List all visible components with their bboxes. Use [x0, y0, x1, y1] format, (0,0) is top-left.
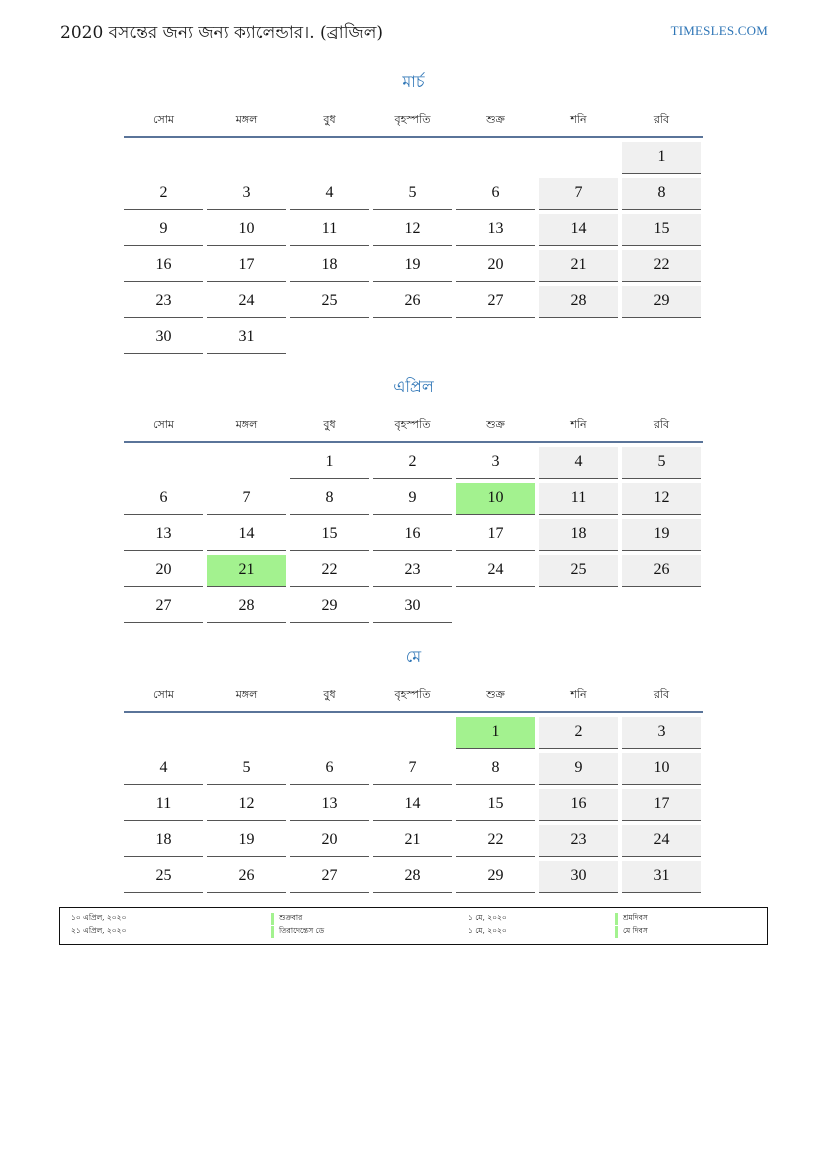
weekday-label: শুক্র — [486, 687, 505, 701]
weekday-label: শুক্র — [486, 112, 505, 126]
day-cell: 7 — [207, 483, 286, 515]
day-cell: 3 — [207, 178, 286, 210]
day-cell: 28 — [373, 861, 452, 893]
day-cell: 7 — [539, 178, 618, 210]
day-cell: 20 — [290, 825, 369, 857]
empty-cell — [124, 447, 203, 478]
day-cell: 30 — [539, 861, 618, 893]
holiday-day-cell: 10 — [456, 483, 535, 515]
day-cell: 11 — [124, 789, 203, 821]
day-cell: 11 — [539, 483, 618, 515]
day-cell: 11 — [290, 214, 369, 246]
day-cell: 21 — [373, 825, 452, 857]
day-cell: 21 — [539, 250, 618, 282]
day-cell: 31 — [207, 322, 286, 354]
day-cell: 14 — [373, 789, 452, 821]
day-cell: 2 — [373, 447, 452, 479]
day-cell: 3 — [622, 717, 701, 749]
site-link[interactable]: TIMESLES.COM — [670, 23, 768, 38]
weekday-label: মঙ্গল — [235, 687, 258, 701]
day-cell: 19 — [373, 250, 452, 282]
legend-holiday-name: শ্রমদিবস — [615, 913, 648, 925]
day-cell: 4 — [539, 447, 618, 479]
day-cell: 18 — [539, 519, 618, 551]
day-cell: 5 — [207, 753, 286, 785]
header-divider — [124, 136, 703, 138]
day-cell: 28 — [539, 286, 618, 318]
header-divider — [124, 711, 703, 713]
day-cell: 8 — [290, 483, 369, 515]
weekday-label: শনি — [570, 687, 587, 701]
day-cell: 1 — [290, 447, 369, 479]
legend-holiday-name: তিরাদেন্তেস ডে — [271, 926, 324, 938]
empty-cell — [456, 142, 535, 173]
header-divider — [124, 441, 703, 443]
day-cell: 16 — [539, 789, 618, 821]
day-cell: 17 — [207, 250, 286, 282]
legend-date: ২১ এপ্রিল, ২০২০ — [71, 926, 127, 935]
day-cell: 17 — [456, 519, 535, 551]
day-cell: 29 — [456, 861, 535, 893]
day-cell: 30 — [124, 322, 203, 354]
day-cell: 17 — [622, 789, 701, 821]
day-cell: 10 — [207, 214, 286, 246]
legend-date: ১ মে, ২০২০ — [468, 913, 507, 922]
day-cell: 5 — [373, 178, 452, 210]
day-cell: 27 — [124, 591, 203, 623]
weekday-label: বৃহস্পতি — [394, 112, 431, 126]
day-grid — [124, 717, 703, 897]
day-cell: 6 — [124, 483, 203, 515]
weekday-label: বুধ — [323, 687, 336, 701]
day-cell: 15 — [290, 519, 369, 551]
empty-cell — [373, 142, 452, 173]
day-cell: 24 — [622, 825, 701, 857]
weekday-label: সোম — [152, 417, 175, 431]
day-cell: 19 — [622, 519, 701, 551]
holiday-day-cell: 1 — [456, 717, 535, 749]
day-cell: 25 — [124, 861, 203, 893]
month-block — [124, 70, 703, 358]
weekday-label: বুধ — [323, 112, 336, 126]
day-cell: 3 — [456, 447, 535, 479]
day-cell: 25 — [290, 286, 369, 318]
day-grid — [124, 447, 703, 627]
weekday-label: শনি — [570, 112, 587, 126]
empty-cell — [539, 142, 618, 173]
legend-row-1 — [60, 913, 767, 925]
day-cell: 14 — [539, 214, 618, 246]
page-title: 2020 বসন্তের জন্য জন্য ক্যালেন্ডার।. (ব্রাজিল) — [60, 23, 384, 43]
day-cell: 23 — [373, 555, 452, 587]
day-cell: 26 — [373, 286, 452, 318]
day-cell: 9 — [539, 753, 618, 785]
day-cell: 22 — [622, 250, 701, 282]
day-cell: 28 — [207, 591, 286, 623]
empty-cell — [124, 717, 203, 748]
legend-row-2 — [60, 926, 767, 938]
weekday-label: বৃহস্পতি — [394, 417, 431, 431]
day-cell: 25 — [539, 555, 618, 587]
day-cell: 16 — [373, 519, 452, 551]
weekday-label: শুক্র — [486, 417, 505, 431]
day-cell: 29 — [622, 286, 701, 318]
month-block — [124, 375, 703, 627]
day-cell: 4 — [290, 178, 369, 210]
day-cell: 20 — [456, 250, 535, 282]
legend-holiday-name: মে দিবস — [615, 926, 648, 938]
day-cell: 6 — [290, 753, 369, 785]
weekday-label: শনি — [570, 417, 587, 431]
empty-cell — [207, 717, 286, 748]
weekday-label: রবি — [653, 687, 670, 701]
day-cell: 27 — [456, 286, 535, 318]
day-cell: 9 — [373, 483, 452, 515]
weekday-label: রবি — [653, 417, 670, 431]
day-cell: 12 — [622, 483, 701, 515]
day-cell: 14 — [207, 519, 286, 551]
weekday-label: রবি — [653, 112, 670, 126]
day-cell: 29 — [290, 591, 369, 623]
empty-cell — [124, 142, 203, 173]
day-cell: 16 — [124, 250, 203, 282]
empty-cell — [207, 142, 286, 173]
day-cell: 15 — [456, 789, 535, 821]
day-cell: 26 — [207, 861, 286, 893]
day-cell: 12 — [373, 214, 452, 246]
empty-cell — [207, 447, 286, 478]
day-cell: 31 — [622, 861, 701, 893]
day-cell: 8 — [456, 753, 535, 785]
day-cell: 7 — [373, 753, 452, 785]
day-cell: 18 — [290, 250, 369, 282]
day-cell: 18 — [124, 825, 203, 857]
weekday-header — [124, 106, 703, 134]
holiday-legend — [59, 907, 768, 945]
empty-cell — [290, 142, 369, 173]
holiday-day-cell: 21 — [207, 555, 286, 587]
day-cell: 20 — [124, 555, 203, 587]
month-name: মার্চ — [402, 72, 425, 91]
weekday-label: বুধ — [323, 417, 336, 431]
day-cell: 22 — [290, 555, 369, 587]
day-grid — [124, 142, 703, 358]
day-cell: 13 — [290, 789, 369, 821]
month-name: এপ্রিল — [393, 377, 434, 396]
day-cell: 27 — [290, 861, 369, 893]
day-cell: 19 — [207, 825, 286, 857]
day-cell: 2 — [124, 178, 203, 210]
day-cell: 24 — [456, 555, 535, 587]
day-cell: 15 — [622, 214, 701, 246]
day-cell: 13 — [456, 214, 535, 246]
day-cell: 22 — [456, 825, 535, 857]
day-cell: 2 — [539, 717, 618, 749]
day-cell: 5 — [622, 447, 701, 479]
day-cell: 9 — [124, 214, 203, 246]
legend-holiday-name: শুক্রবার — [271, 913, 302, 925]
weekday-header — [124, 411, 703, 439]
day-cell: 23 — [124, 286, 203, 318]
day-cell: 26 — [622, 555, 701, 587]
day-cell: 12 — [207, 789, 286, 821]
month-name: মে — [405, 647, 422, 666]
day-cell: 6 — [456, 178, 535, 210]
weekday-label: মঙ্গল — [235, 417, 258, 431]
day-cell: 1 — [622, 142, 701, 174]
weekday-header — [124, 681, 703, 709]
day-cell: 10 — [622, 753, 701, 785]
weekday-label: বৃহস্পতি — [394, 687, 431, 701]
day-cell: 8 — [622, 178, 701, 210]
day-cell: 23 — [539, 825, 618, 857]
legend-date: ১০ এপ্রিল, ২০২০ — [71, 913, 127, 922]
weekday-label: সোম — [152, 112, 175, 126]
day-cell: 30 — [373, 591, 452, 623]
legend-date: ১ মে, ২০২০ — [468, 926, 507, 935]
weekday-label: সোম — [152, 687, 175, 701]
weekday-label: মঙ্গল — [235, 112, 258, 126]
month-block — [124, 645, 703, 897]
day-cell: 4 — [124, 753, 203, 785]
empty-cell — [290, 717, 369, 748]
day-cell: 24 — [207, 286, 286, 318]
empty-cell — [373, 717, 452, 748]
day-cell: 13 — [124, 519, 203, 551]
